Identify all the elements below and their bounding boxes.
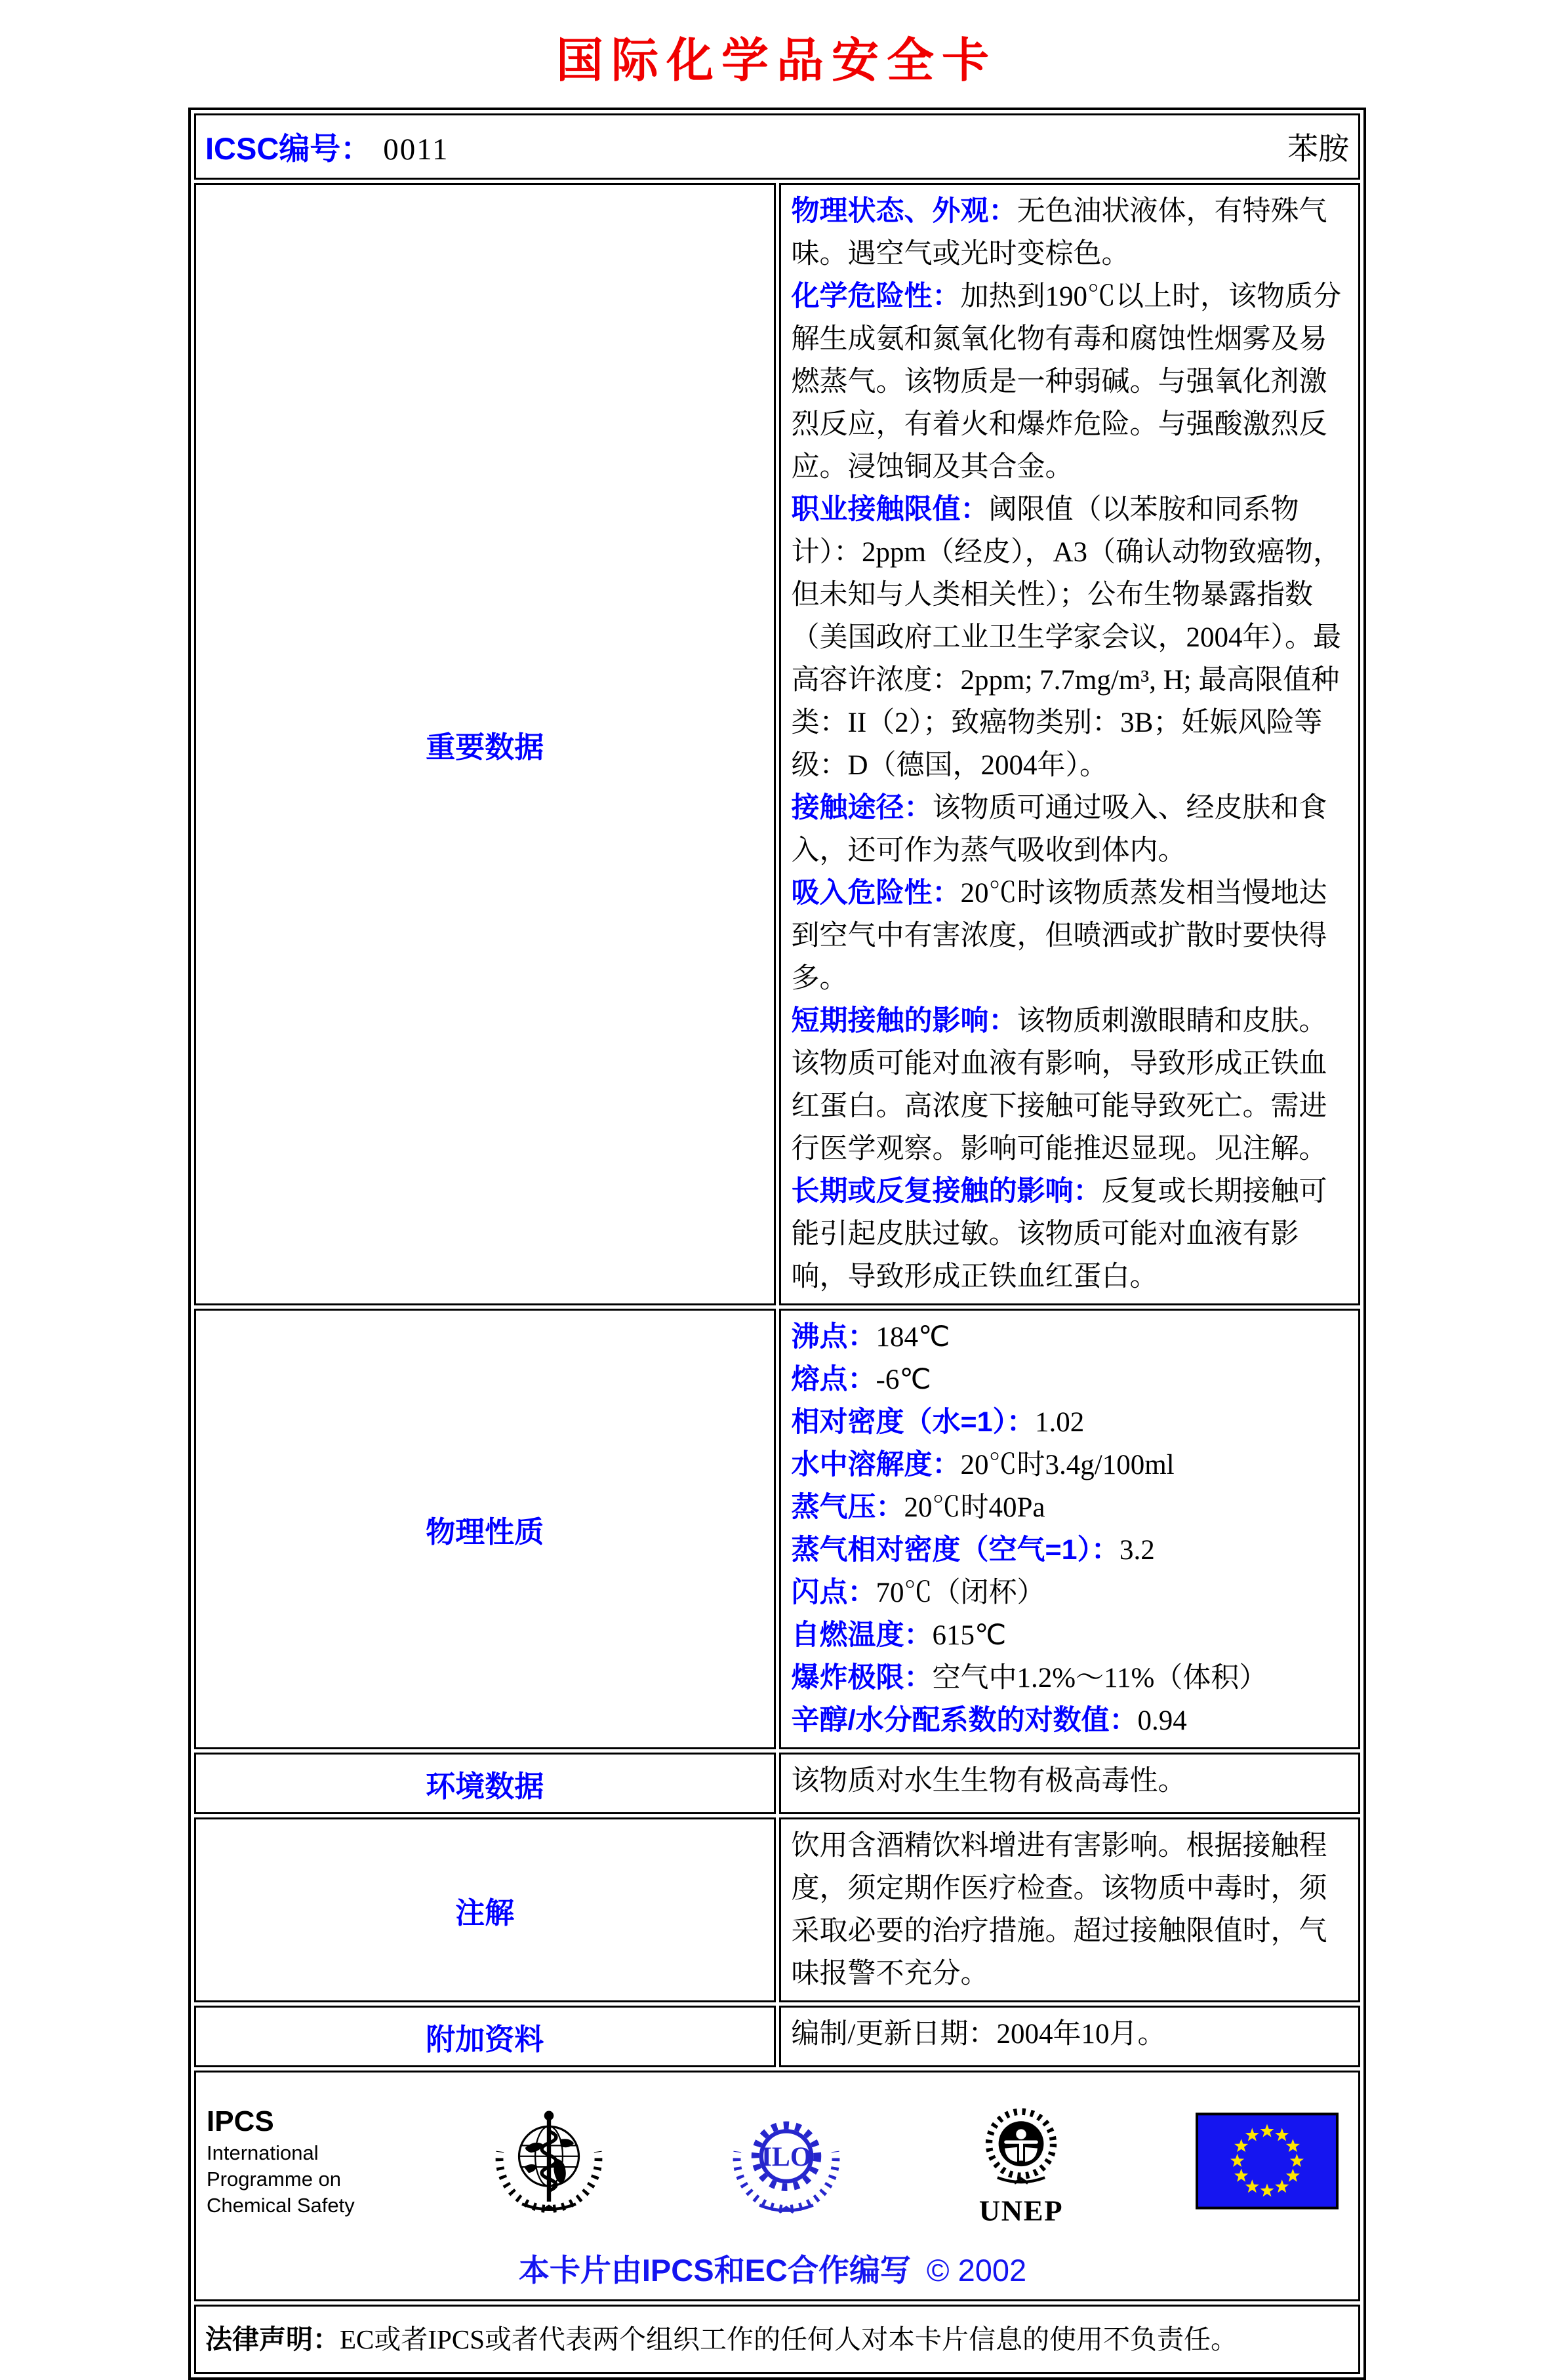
item-label: 职业接触限值： — [791, 494, 989, 525]
icsc-number-label: ICSC编号： — [205, 131, 372, 166]
item-text: 无色油状液体，有特殊气味。遇空气或光时变棕色。 — [791, 196, 1327, 269]
important-data-row-label: 重要数据 — [194, 183, 776, 1305]
item-label: 物理状态、外观： — [791, 195, 1017, 227]
item-text: 20℃时该物质蒸发相当慢地达到空气中有害浓度，但喷洒或扩散时要快得多。 — [791, 878, 1327, 994]
property-value: 70℃（闭杯） — [876, 1577, 1045, 1608]
data-item — [792, 275, 1348, 488]
icsc-document-page — [0, 22, 1553, 2354]
property-value: 20℃时40Pa — [904, 1492, 1045, 1523]
legal-notice-label: 法律声明： — [205, 2324, 340, 2354]
important-data-row — [194, 183, 1360, 1305]
property-value: 空气中1.2%～11%（体积） — [932, 1663, 1268, 1694]
physical-properties-content — [779, 1309, 1361, 1749]
property-value: 3.2 — [1119, 1535, 1155, 1566]
unep-logo-icon — [965, 2087, 1078, 2234]
data-item — [792, 488, 1348, 787]
header-cell — [194, 113, 1360, 180]
property-label: 自燃温度： — [791, 1619, 933, 1651]
property-value: 615℃ — [932, 1620, 1007, 1651]
property-line — [792, 1316, 1348, 1359]
legal-row — [194, 2305, 1360, 2374]
item-label: 接触途径： — [791, 792, 933, 823]
data-item — [792, 190, 1348, 275]
item-text: 该物质可通过吸入、经皮肤和食入，还可作为蒸气吸收到体内。 — [791, 793, 1327, 866]
property-label: 蒸气压： — [791, 1492, 904, 1523]
property-value: 0.94 — [1137, 1705, 1187, 1736]
important-data-content — [779, 183, 1361, 1305]
item-text: 该物质刺激眼睛和皮肤。该物质可能对血液有影响，导致形成正铁血红蛋白。高浓度下接触可能导致死亡。需进行医学观察。影响可能推迟显现。见注解。 — [791, 1006, 1327, 1164]
property-label: 熔点： — [791, 1364, 876, 1395]
data-item — [792, 872, 1348, 1000]
ipcs-subtitle-line: International — [207, 2141, 319, 2164]
property-line — [792, 1486, 1348, 1529]
property-label: 爆炸极限： — [791, 1662, 933, 1694]
additional-info-row — [194, 2006, 1360, 2067]
property-line — [792, 1614, 1348, 1657]
attribution-row — [194, 2071, 1360, 2301]
attribution-caption — [207, 2246, 1339, 2290]
environmental-data-row-label: 环境数据 — [194, 1753, 776, 1814]
ipcs-subtitle-line: Chemical Safety — [207, 2193, 355, 2217]
ilo-logo-text: ILO — [761, 2141, 812, 2172]
property-line — [792, 1657, 1348, 1699]
item-label: 短期接触的影响： — [791, 1005, 1017, 1037]
notes-row-label: 注解 — [194, 1817, 776, 2002]
eu-flag-icon — [1196, 2112, 1339, 2210]
header-row — [194, 113, 1360, 180]
legal-notice-text: EC或者IPCS或者代表两个组织工作的任何人对本卡片信息的使用不负责任。 — [340, 2324, 1238, 2354]
property-label: 相对密度（水=1）： — [791, 1406, 1036, 1438]
additional-info-row-label: 附加资料 — [194, 2006, 776, 2067]
property-label: 沸点： — [791, 1321, 876, 1353]
property-line — [792, 1699, 1348, 1742]
notes-row — [194, 1817, 1360, 2002]
ipcs-subtitle-line: Programme on — [207, 2167, 342, 2191]
property-value: -6℃ — [876, 1364, 931, 1395]
ipcs-block — [207, 2103, 371, 2219]
data-item — [792, 1170, 1348, 1298]
physical-properties-row — [194, 1309, 1360, 1749]
attribution-text: 本卡片由IPCS和EC合作编写 — [518, 2253, 911, 2288]
data-item — [792, 787, 1348, 872]
property-label: 蒸气相对密度（空气=1）： — [791, 1534, 1120, 1566]
environmental-data-row — [194, 1753, 1360, 1814]
icsc-number-group — [205, 125, 449, 169]
property-label: 辛醇/水分配系数的对数值： — [791, 1705, 1138, 1736]
item-text: 加热到190℃以上时，该物质分解生成氨和氮氧化物有毒和腐蚀性烟雾及易燃蒸气。该物质是一种弱碱。与强氧化剂激烈反应，有着火和爆炸危险。与强酸激烈反应。浸蚀铜及其合金。 — [791, 281, 1341, 483]
property-label: 闪点： — [791, 1577, 876, 1608]
property-line — [792, 1572, 1348, 1614]
ilo-logo-icon — [727, 2101, 846, 2221]
attribution-cell — [194, 2071, 1360, 2301]
who-logo-icon — [489, 2101, 609, 2221]
data-item — [792, 1000, 1348, 1170]
property-line — [792, 1359, 1348, 1401]
property-value: 1.02 — [1035, 1407, 1085, 1438]
item-text: 反复或长期接触可能引起皮肤过敏。该物质可能对血液有影响，导致形成正铁血红蛋白。 — [791, 1176, 1327, 1292]
icsc-number-value: 0011 — [383, 132, 449, 167]
chemical-name: 苯胺 — [1287, 132, 1349, 167]
legal-cell — [194, 2305, 1360, 2374]
item-label: 吸入危险性： — [791, 877, 961, 909]
property-line — [792, 1444, 1348, 1486]
property-line — [792, 1401, 1348, 1444]
property-value: 20℃时3.4g/100ml — [960, 1450, 1175, 1480]
notes-content: 饮用含酒精饮料增进有害影响。根据接触程度，须定期作医疗检查。该物质中毒时，须采取必要的治疗措施。超过接触限值时，气味报警不充分。 — [779, 1817, 1361, 2002]
copyright-text: © 2002 — [926, 2253, 1027, 2288]
icsc-card-table — [188, 108, 1366, 2380]
item-label: 化学危险性： — [791, 281, 961, 312]
item-label: 长期或反复接触的影响： — [791, 1176, 1102, 1207]
page-title: 国际化学品安全卡 — [555, 35, 997, 87]
logos-row — [207, 2087, 1339, 2234]
unep-logo-text: UNEP — [978, 2194, 1063, 2227]
property-label: 水中溶解度： — [791, 1449, 961, 1480]
ipcs-acronym: IPCS — [207, 2105, 274, 2137]
additional-info-content: 编制/更新日期：2004年10月。 — [779, 2006, 1361, 2067]
environmental-data-content: 该物质对水生生物有极高毒性。 — [779, 1753, 1361, 1814]
property-line — [792, 1529, 1348, 1572]
item-text: 阈限值（以苯胺和同系物计）：2ppm（经皮），A3（确认动物致癌物，但未知与人类相关性）；公布生物暴露指数（美国政府工业卫生学家会议，2004年）。最高容许浓度：2ppm; 7.7mg/m³, H; 最高限值种类：II（2）；致癌物类别：3B；妊娠风险等级：D（德国，2004年）。 — [791, 494, 1341, 781]
physical-properties-row-label: 物理性质 — [194, 1309, 776, 1749]
property-value: 184℃ — [876, 1322, 950, 1353]
